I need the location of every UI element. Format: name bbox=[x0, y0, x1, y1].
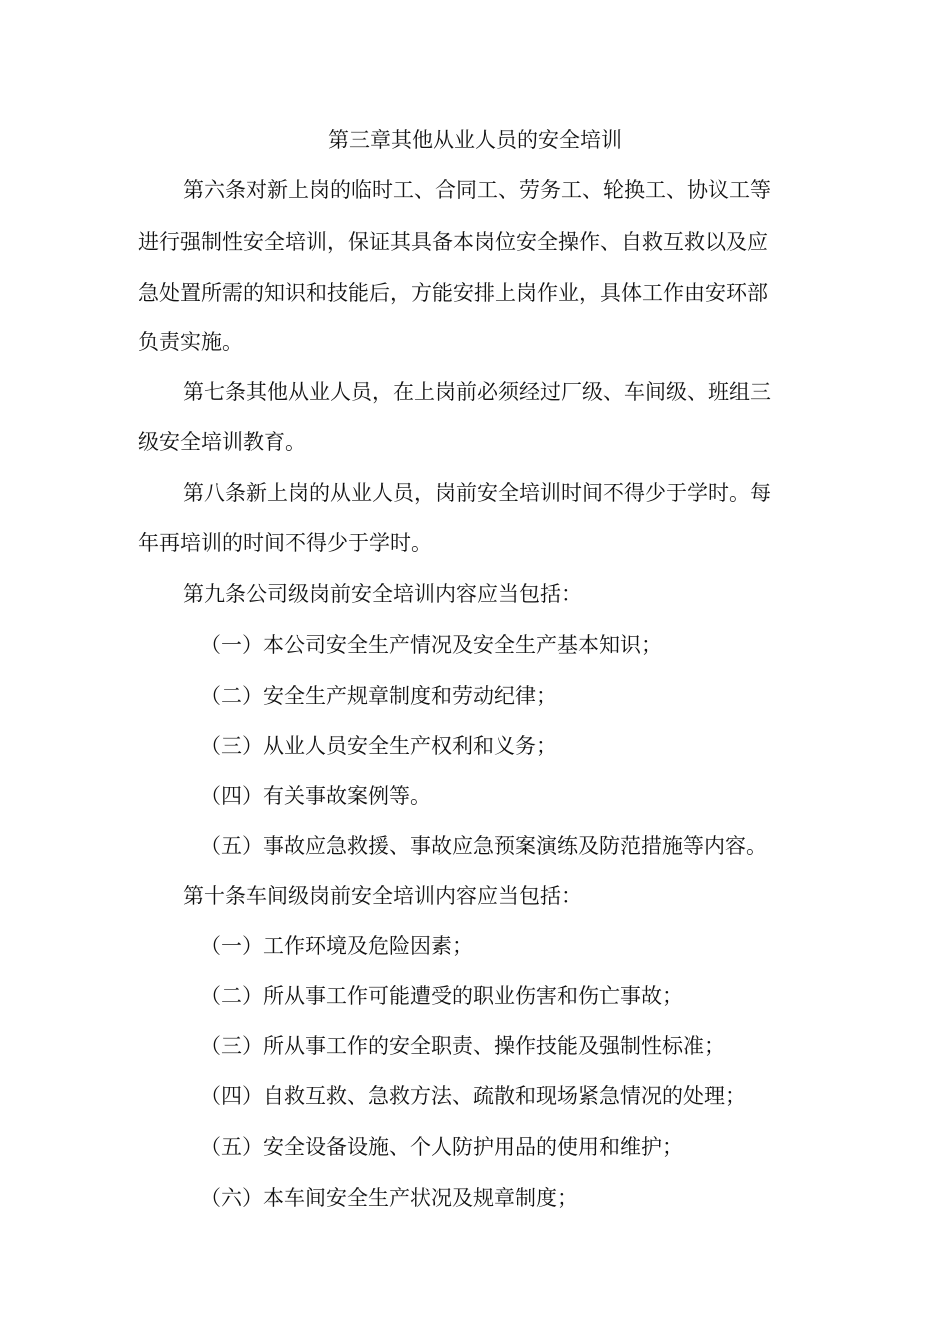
paragraph-line: 第七条其他从业人员，在上岗前必须经过厂级、车间级、班组三 bbox=[183, 380, 771, 404]
list-item: （三）从业人员安全生产权利和义务； bbox=[200, 734, 557, 758]
paragraph-line: 第六条对新上岗的临时工、合同工、劳务工、轮换工、协议工等 bbox=[183, 178, 771, 202]
paragraph-line: 急处置所需的知识和技能后，方能安排上岗作业，具体工作由安环部 bbox=[138, 281, 768, 305]
list-item: （五）事故应急救援、事故应急预案演练及防范措施等内容。 bbox=[200, 834, 767, 858]
list-item: （三）所从事工作的安全职责、操作技能及强制性标准； bbox=[200, 1034, 725, 1058]
paragraph-line: 进行强制性安全培训，保证其具备本岗位安全操作、自救互救以及应 bbox=[138, 230, 768, 254]
paragraph-line: 第十条车间级岗前安全培训内容应当包括： bbox=[183, 884, 582, 908]
paragraph-line: 第九条公司级岗前安全培训内容应当包括： bbox=[183, 582, 582, 606]
list-item: （二）安全生产规章制度和劳动纪律； bbox=[200, 684, 557, 708]
list-item: （一）本公司安全生产情况及安全生产基本知识； bbox=[200, 633, 662, 657]
list-item: （二）所从事工作可能遭受的职业伤害和伤亡事故； bbox=[200, 984, 683, 1008]
paragraph-line: 负责实施。 bbox=[138, 330, 243, 354]
paragraph-line: 级安全培训教育。 bbox=[138, 430, 306, 454]
paragraph-line: 第八条新上岗的从业人员，岗前安全培训时间不得少于学时。每 bbox=[183, 481, 771, 505]
list-item: （五）安全设备设施、个人防护用品的使用和维护； bbox=[200, 1135, 683, 1159]
list-item: （六）本车间安全生产状况及规章制度； bbox=[200, 1186, 578, 1210]
list-item: （一）工作环境及危险因素； bbox=[200, 934, 473, 958]
paragraph-line: 年再培训的时间不得少于学时。 bbox=[138, 531, 432, 555]
list-item: （四）自救互救、急救方法、疏散和现场紧急情况的处理； bbox=[200, 1084, 746, 1108]
list-item: （四）有关事故案例等。 bbox=[200, 784, 431, 808]
chapter-title: 第三章其他从业人员的安全培训 bbox=[328, 128, 622, 152]
